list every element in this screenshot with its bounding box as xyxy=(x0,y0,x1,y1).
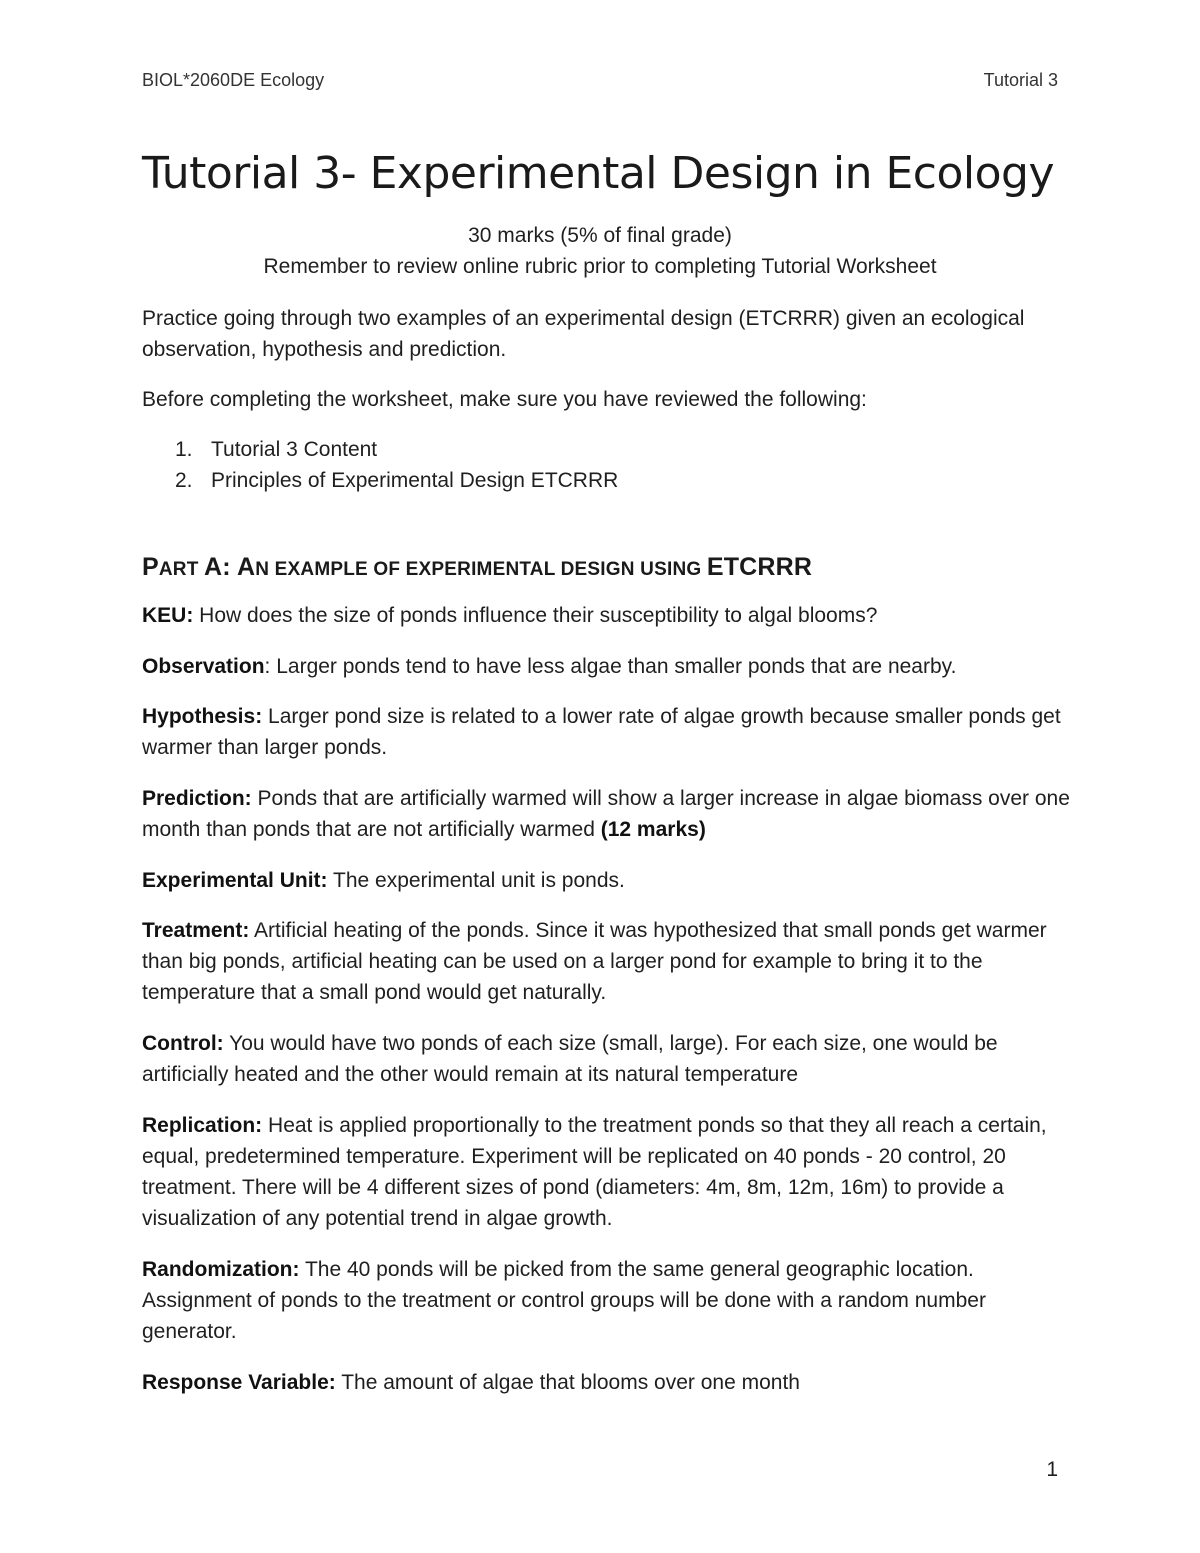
hypothesis-section xyxy=(142,701,1072,763)
observation-section xyxy=(142,651,1072,682)
list-item-text: Principles of Experimental Design ETCRRR xyxy=(211,469,619,492)
header-tutorial: Tutorial 3 xyxy=(983,70,1058,90)
prediction-marks: (12 marks) xyxy=(600,818,706,841)
control-label: Control: xyxy=(142,1032,224,1055)
hypothesis-label: Hypothesis: xyxy=(142,705,263,728)
review-list xyxy=(142,434,618,496)
intro-paragraph: Practice going through two examples of an experimental design (ETCRRR) given an ecological observation, hypothesis and prediction. xyxy=(142,307,1025,361)
keu-section xyxy=(142,600,1072,631)
response-variable-text: The amount of algae that blooms over one month xyxy=(335,1371,800,1394)
replication-text: Heat is applied proportionally to the treatment ponds so that they all reach a certain, equal, predetermined temperature. Experiment will be replicated on 40 ponds - 20 control, 20 treatment. There will be 4 different sizes of pond (diameters: 4m, 8m, 12m, 16m) to provide a visualization of any potential trend in algae growth. xyxy=(142,1114,1047,1230)
randomization-label: Randomization: xyxy=(142,1258,300,1281)
list-item-number: 1. xyxy=(175,438,193,461)
list-item-number: 2. xyxy=(175,469,193,492)
rubric-reminder: Remember to review online rubric prior to completing Tutorial Worksheet xyxy=(263,255,937,278)
prediction-label: Prediction: xyxy=(142,787,252,810)
page-number: 1 xyxy=(1046,1458,1058,1481)
control-text: You would have two ponds of each size (small, large). For each size, one would be artificially heated and the other would remain at its natural temperature xyxy=(142,1032,998,1086)
response-variable-section xyxy=(142,1367,1072,1398)
list-item-text: Tutorial 3 Content xyxy=(211,438,378,461)
list-item xyxy=(142,465,618,496)
replication-label: Replication: xyxy=(142,1114,263,1137)
part-a-heading: PART A: AN EXAMPLE OF EXPERIMENTAL DESIGN USING ETCRRR xyxy=(142,553,813,581)
response-variable-label: Response Variable: xyxy=(142,1371,336,1394)
header-course: BIOL*2060DE Ecology xyxy=(142,70,325,90)
hypothesis-text: Larger pond size is related to a lower rate of algae growth because smaller ponds get warmer than larger ponds. xyxy=(142,705,1061,759)
replication-section xyxy=(142,1110,1072,1234)
observation-label: Observation xyxy=(142,655,265,678)
marks-subtitle: 30 marks (5% of final grade) xyxy=(468,224,732,247)
keu-label: KEU: xyxy=(142,604,194,627)
observation-text: : Larger ponds tend to have less algae than smaller ponds that are nearby. xyxy=(264,655,957,678)
keu-text: How does the size of ponds influence their susceptibility to algal blooms? xyxy=(193,604,878,627)
list-item xyxy=(142,434,618,465)
experimental-unit-section xyxy=(142,865,1072,896)
randomization-text: The 40 ponds will be picked from the same general geographic location. Assignment of ponds to the treatment or control groups will be done with a random number generator. xyxy=(142,1258,986,1343)
before-paragraph: Before completing the worksheet, make sure you have reviewed the following: xyxy=(142,388,867,411)
page-title: Tutorial 3- Experimental Design in Ecology xyxy=(142,148,1055,199)
experimental-unit-text: The experimental unit is ponds. xyxy=(327,869,625,892)
prediction-section xyxy=(142,783,1072,845)
treatment-section xyxy=(142,915,1072,1008)
randomization-section xyxy=(142,1254,1072,1347)
prediction-text: Ponds that are artificially warmed will show a larger increase in algae biomass over one month than ponds that are not artificially warmed xyxy=(142,787,1070,841)
treatment-label: Treatment: xyxy=(142,919,250,942)
control-section xyxy=(142,1028,1072,1090)
experimental-unit-label: Experimental Unit: xyxy=(142,869,328,892)
treatment-text: Artificial heating of the ponds. Since it was hypothesized that small ponds get warmer than big ponds, artificial heating can be used on a larger pond for example to bring it to the temperature that a small pond would get naturally. xyxy=(142,919,1047,1004)
